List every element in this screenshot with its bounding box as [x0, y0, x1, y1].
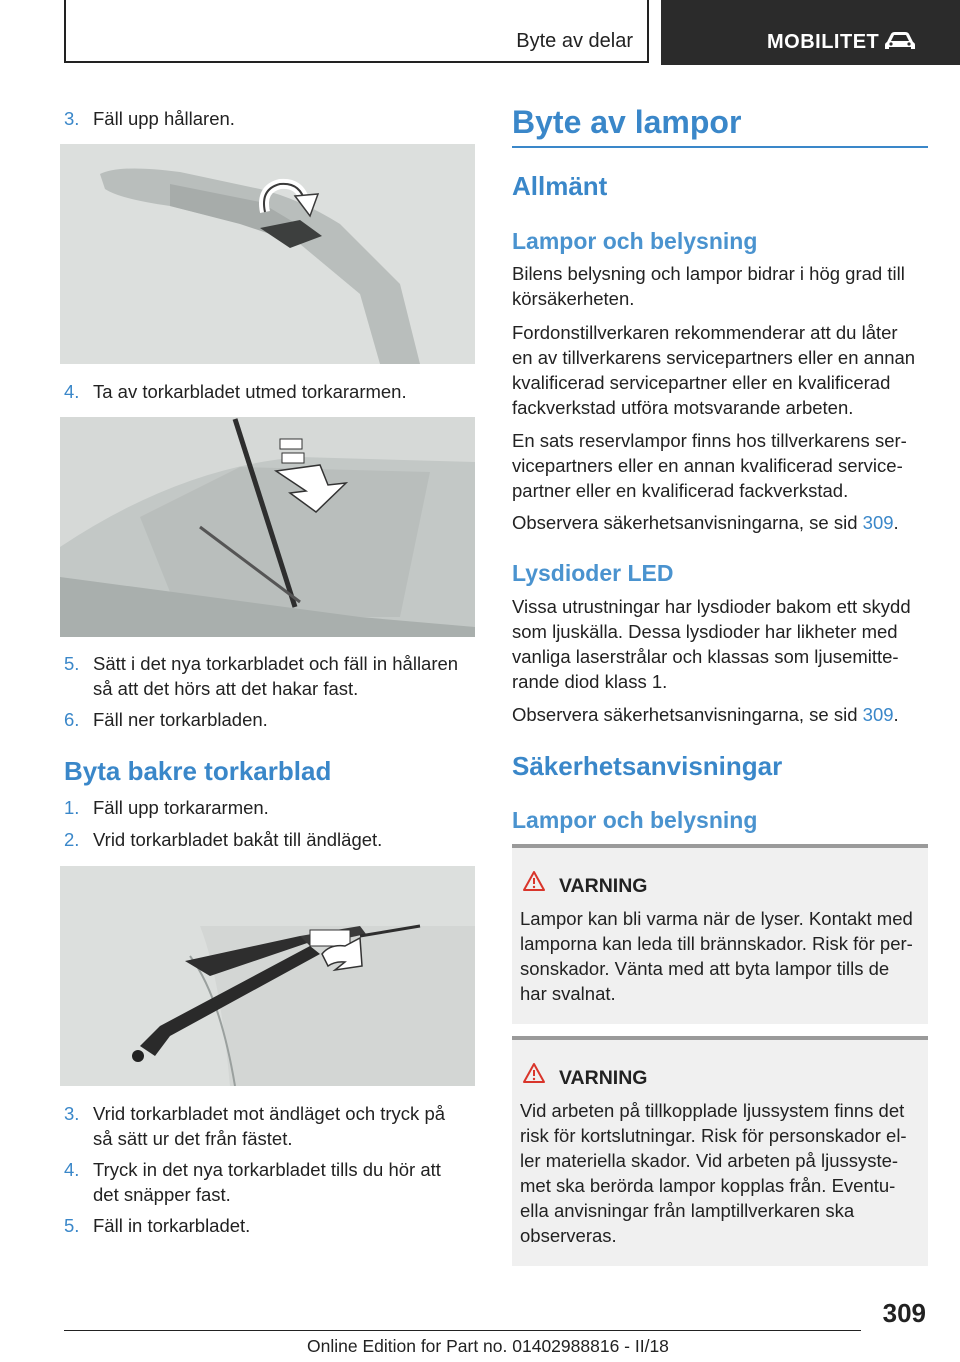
- chapter-tab-label: MOBILITET: [767, 31, 880, 53]
- page-link[interactable]: 309: [862, 512, 894, 533]
- paragraph: [512, 594, 932, 694]
- para-line: fackverkstad utföra motsvarande arbeten.: [512, 397, 854, 418]
- step-number: 3.: [64, 108, 80, 129]
- step-text: Ta av torkarbladet utmed torkararmen.: [93, 381, 407, 402]
- para-line: vanliga laserstrålar och klassas som ljusemitte‐: [512, 646, 899, 667]
- warning-box: [512, 1036, 928, 1266]
- step-text-line: så att det hörs att det hakar fast.: [93, 678, 359, 699]
- para-line: Fordonstillverkaren rekommenderar att du låter: [512, 322, 898, 343]
- step-number: 5.: [64, 1215, 80, 1236]
- warning-line: observeras.: [520, 1225, 617, 1246]
- list-item: [64, 707, 474, 732]
- warning-line: ler materiella skador. Vid arbeten på ljussyste‐: [520, 1150, 899, 1171]
- warning-title: VARNING: [559, 1067, 648, 1089]
- paragraph: [512, 261, 932, 311]
- step-text-line: så sätt ur det från fästet.: [93, 1128, 293, 1149]
- step-text: Fäll in torkarbladet.: [93, 1215, 251, 1236]
- para-line: Bilens belysning och lampor bidrar i hög grad till: [512, 263, 905, 284]
- subsection-heading: Lampor och belysning: [512, 228, 758, 254]
- subsection-heading: Lysdioder LED: [512, 560, 674, 586]
- list-item: [64, 827, 474, 852]
- warning-line: lamporna kan leda till brännskador. Risk för per‐: [520, 933, 913, 954]
- wiper-holder-illustration: [60, 144, 475, 364]
- step-number: 3.: [64, 1103, 80, 1124]
- list-item: [64, 651, 474, 701]
- page-link[interactable]: 309: [862, 704, 894, 725]
- list-item: [64, 379, 474, 404]
- step-text: Fäll upp hållaren.: [93, 108, 235, 129]
- para-line: körsäkerheten.: [512, 288, 635, 309]
- warning-line: ella anvisningar från lamptillverkaren ska: [520, 1200, 855, 1221]
- section-title: Byte av delar: [516, 30, 633, 52]
- warning-line: risk för kortslutningar. Risk för personskador el‐: [520, 1125, 907, 1146]
- warning-line: har svalnat.: [520, 983, 616, 1004]
- warning-text: [520, 906, 913, 1006]
- list-item: [64, 1213, 474, 1238]
- para-line: vicepartners eller en annan kvalificerad service‐: [512, 455, 903, 476]
- step-number: 6.: [64, 709, 80, 730]
- step-text-line: Vrid torkarbladet mot ändläget och tryck på: [93, 1103, 446, 1124]
- step-number: 4.: [64, 1159, 80, 1180]
- car-icon: [883, 30, 917, 52]
- para-line: rande diod klass 1.: [512, 671, 668, 692]
- paragraph: [512, 428, 932, 503]
- section-heading: Säkerhetsanvisningar: [512, 751, 783, 781]
- step-text-line: Tryck in det nya torkarbladet tills du hör att: [93, 1159, 441, 1180]
- title-rule: [512, 146, 928, 148]
- footer-rule: [64, 1330, 861, 1331]
- warning-box: [512, 844, 928, 1024]
- chapter-tab[interactable]: [661, 0, 960, 65]
- section-heading: Byta bakre torkarblad: [64, 756, 332, 786]
- observe-text: Observera säkerhetsanvisningarna, se sid: [512, 512, 863, 533]
- list-item: [64, 795, 474, 820]
- warning-line: sonskador. Vänta med att byta lampor tills de: [520, 958, 890, 979]
- para-line: som ljuskälla. Dessa lysdioder har likheter med: [512, 621, 898, 642]
- observe-suffix: .: [893, 704, 899, 725]
- list-item: [64, 1157, 474, 1207]
- warning-line: met ska berörda lampor kopplas från. Eventu‐: [520, 1175, 896, 1196]
- rear-wiper-illustration: [60, 866, 475, 1086]
- page-number: 309: [882, 1298, 926, 1328]
- header-frame: [64, 0, 649, 63]
- warning-line: Vid arbeten på tillkopplade ljussystem finns det: [520, 1100, 905, 1121]
- edition-footer: Online Edition for Part no. 01402988816 - II/18: [307, 1336, 669, 1356]
- step-text: Fäll upp torkararmen.: [93, 797, 269, 818]
- page-title: Byte av lampor: [512, 104, 742, 140]
- list-item: [64, 106, 474, 131]
- step-number: 4.: [64, 381, 80, 402]
- para-line: en av tillverkarens servicepartners eller en annan: [512, 347, 916, 368]
- warning-title: VARNING: [559, 875, 648, 897]
- step-number: 1.: [64, 797, 80, 818]
- subsection-heading: Lampor och belysning: [512, 807, 758, 833]
- observe-suffix: .: [893, 512, 899, 533]
- step-text-line: Sätt i det nya torkarbladet och fäll in hållaren: [93, 653, 459, 674]
- section-heading: Allmänt: [512, 171, 608, 201]
- para-line: En sats reservlampor finns hos tillverkarens ser‐: [512, 430, 907, 451]
- para-line: kvalificerad servicepartner eller en kvalificerad: [512, 372, 891, 393]
- observe-note: [512, 510, 932, 535]
- para-line: Vissa utrustningar har lysdioder bakom ett skydd: [512, 596, 911, 617]
- step-text-line: det snäpper fast.: [93, 1184, 231, 1205]
- warning-icon: [522, 870, 546, 892]
- warning-text: [520, 1098, 907, 1248]
- observe-text: Observera säkerhetsanvisningarna, se sid: [512, 704, 863, 725]
- observe-note: [512, 702, 932, 727]
- step-text: Fäll ner torkarbladen.: [93, 709, 268, 730]
- warning-icon: [522, 1062, 546, 1084]
- step-text: Vrid torkarbladet bakåt till ändläget.: [93, 829, 383, 850]
- para-line: partner eller en kvalificerad fackverkstad.: [512, 480, 849, 501]
- warning-line: Lampor kan bli varma när de lyser. Kontakt med: [520, 908, 913, 929]
- step-number: 5.: [64, 653, 80, 674]
- windshield-wiper-illustration: [60, 417, 475, 637]
- step-number: 2.: [64, 829, 80, 850]
- paragraph: [512, 320, 932, 420]
- list-item: [64, 1101, 474, 1151]
